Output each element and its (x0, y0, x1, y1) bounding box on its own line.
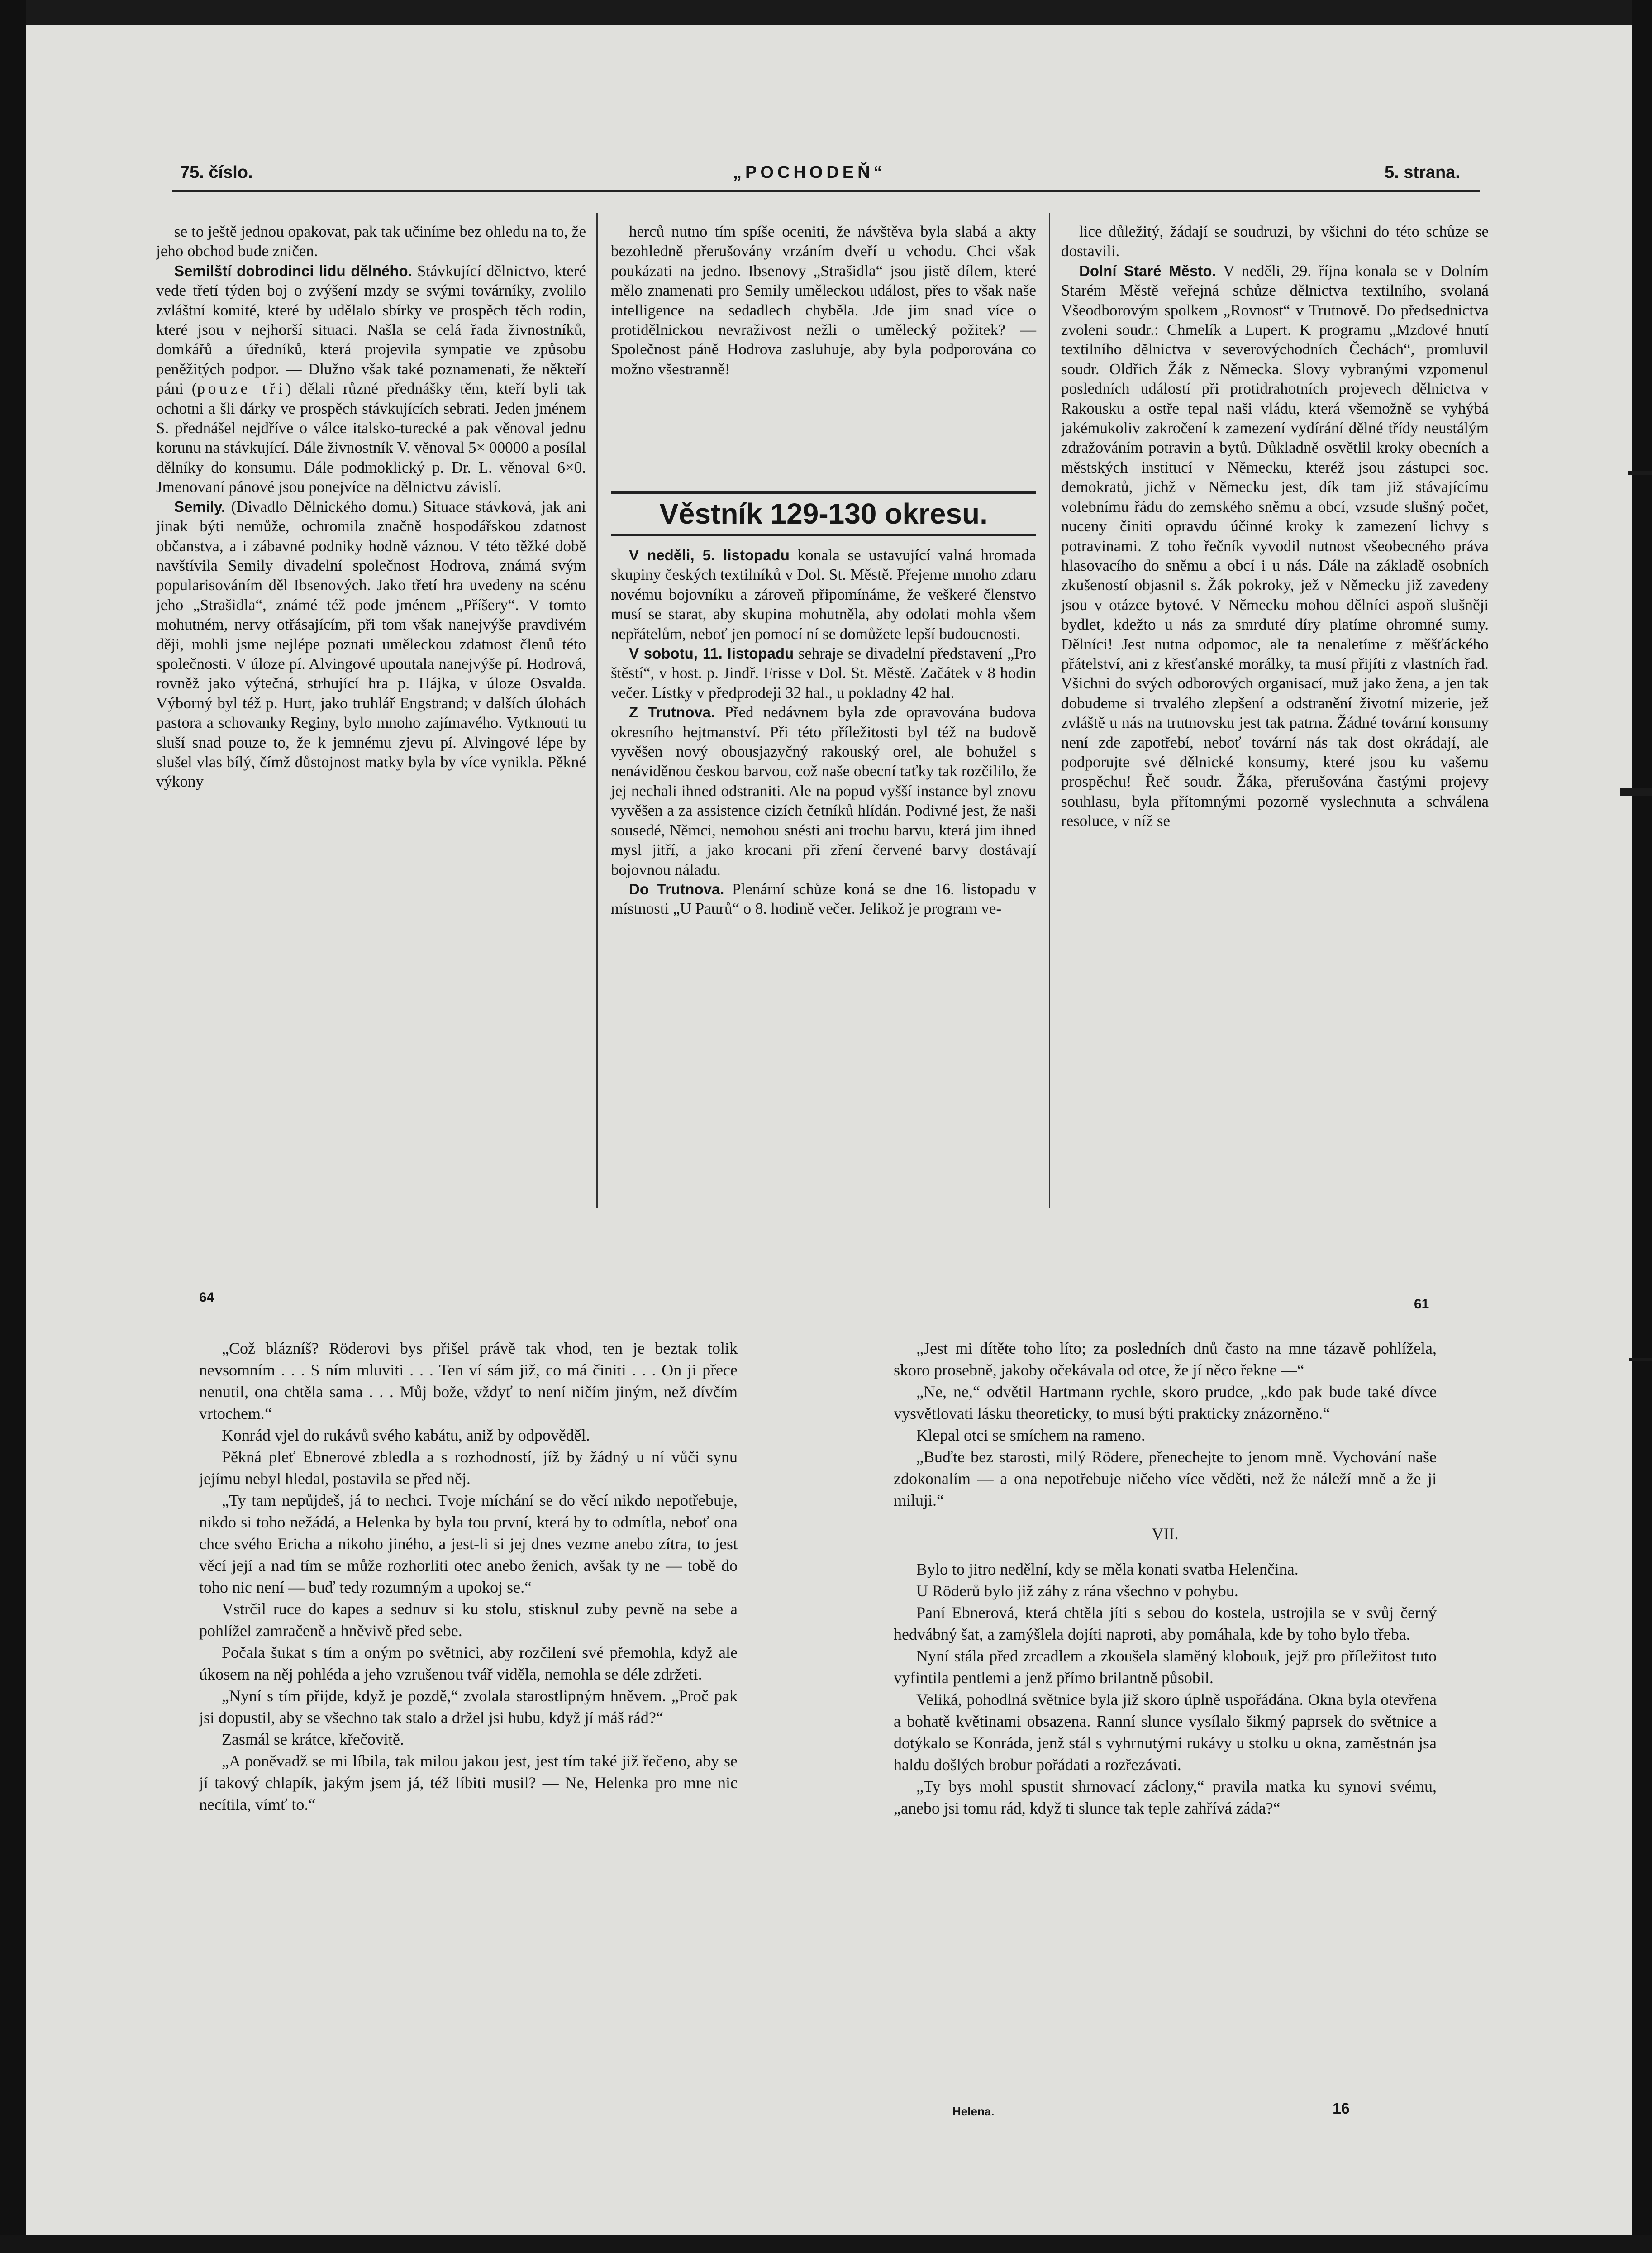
story-paragraph: „Ty bys mohl spustit shrnovací záclony,“ pravila matka ku synovi svému, „anebo jsi tomu rád, když ti slunce tak teple zahřívá záda?“ (894, 1777, 1437, 1817)
news-item (1061, 261, 1489, 831)
article-column-2 (611, 222, 1036, 379)
scan-margin-mark (1620, 788, 1652, 796)
section-heading-vestnik: Věstník 129-130 okresu. (611, 491, 1036, 536)
item-emphasis: pouze tři (197, 380, 286, 398)
story-paragraph: „Jest mi dítěte toho líto; za posledních dnů častо na mne tázavě pohlížela, skoro prosebně, jakoby očekávala od otce, že jí něco řekne —“ (894, 1339, 1437, 1379)
book-page-right-text (894, 1337, 1437, 1819)
scan-margin-mark (1628, 471, 1652, 475)
story-paragraph: Pěkná pleť Ebnerové zbledla a s rozhodností, jíž by žádný u ní vůči synu jejímu nebyl hledal, postavila se před něj. (199, 1448, 738, 1488)
book-footer-signature: 16 (1333, 2100, 1350, 2117)
article-column-2-lower (611, 545, 1036, 919)
item-text: konala se ustavující valná hromada skupiny českých textilníků v Dol. St. Městě. Přejeme mnoho zdaru novému bojovníku a zároveň připomínáme, že veškeré členstvo musí se starat, aby skupina mohutněla, aby odolati mohla všem nepřátelům, neboť jen pomocí ní se domůžete lepší budoucnosti. (611, 546, 1037, 643)
news-item (611, 545, 1036, 644)
item-text: V neděli, 29. října konala se v Dolním Starém Městě veřejná schůze dělnictva textilního, svolaná Všeodborovým spolkem „Rovnost“ v Trutnově. Do předsednictva zvoleni soudr.: Chmelík a Lupert. K programu „Mzdové hnutí textilního dělnictva v severovýchodních Čechách“, promluvil soudr. Oldřich Žák z Německa. Slovy vybranými vzpomenul posledních událostí při protidrahotních projevech dělnictva v Rakousku a ostře tepal naši vládu, která všemožně se vyhýbá jakémukoliv zakročení k zamezení vydírání dělné třídy neustálým zdražováním potravin a bytů. Důkladně osvětlil kroky obecních a městských institucí v Německu, kteréž jsou zástupci soc. demokratů, jichž v Německu jest, dík tam již stávajícímu volebnímu řádu do zemského sněmu a obcí, vzsude slušný počet, nuceny činiti opravdu účinné kroky k zamezení lichvy s potravinami. Z toho řečník vyvodil nutnost všeobecného práva hlasovacího do sněmu a obcí i u nás. Dále na základě osobních zkušeností objasnil s. Žák pokroky, jež v Německu již zavedeny jsou v otázce bytové. V Německu mohou dělníci aspoň slušněji bydlet, kdežto u nás za smrduté díry platíme ohromné sumy. Dělníci! Jest nutna odpomoc, ale ta nenaletíme z měšťáckého přátelství, ani z křesťanské morálky, ta musí přijíti z vlastních řad. Všichni do svých odborových organisací, muž jako žena, a jen tak dobudeme si trvalého zlepšení a odstranění životní mizerie, jež zvláště u nás na trutnovsku jest tak patrna. Žádné tovární konsumy není zde zapotřebí, neboť tovární nás tak dost okrádají, ale podporujte své dělnické konsumy, které jsou ku vašemu prospěchu! Řeč soudr. Žáka, přerušována častými projevy souhlasu, byla přítomnými pozorně vyslechnuta a schválena resoluce, v níž se (1061, 262, 1489, 830)
item-text: Stávkující dělnictvo, které vede třetí týden boj o zvýšení mzdy se svými továrníky, zvolilo zvláštní komité, které by udělalo sbírky ve prospěch těch rodin, které jsou v nejhorší situaci. Našla se celá řada živnostníků, domkářů a úředníků, která projevila sympatie ve způsobu peněžitých podpor. — Dlužno však také poznamenati, že někteří páni ( (156, 262, 586, 398)
scan-edge-top (0, 0, 1652, 25)
newspaper-title: „POCHODEŇ“ (733, 163, 886, 182)
issue-number: 75. číslo. (180, 163, 253, 182)
news-item (611, 879, 1036, 919)
scan-margin-mark (1629, 1358, 1652, 1361)
story-paragraph: Nyní stála před zrcadlem a zkoušela slaměný klobouk, jejž pro příležitost tuto vyfintila pentlemi a jenž přímo brilantně působil. (894, 1647, 1437, 1687)
story-paragraph: Bylo to jitro nedělní, kdy se měla konati svatba Helenčina. (916, 1560, 1299, 1578)
article-column-1 (156, 222, 586, 792)
item-text: (Divadlo Dělnického domu.) Situace stávková, jak ani jinak býti nemůže, ochromila značně hospodářskou zdatnost občanstva, a i zábavné podniky hodně váznou. V této těžké době navštívila Semily divadelní společnost Hodrova, známá svým popularisováním děl Ibsenových. Jako třetí hra uvedeny na scénu jeho „Strašidla“, známé též pode jménem „Příšery“. V tomto mohutném, nervy otřásajícím, při tom však nanejvýše pravdivém ději, mohli jsme nejlépe poznati uměleckou zdatnost členů této společnosti. V úloze pí. Alvingové upoutala nanejvýše pí. Hodrová, rovněž jako výtečná, strhující hra p. Hájka, v úloze Osvalda. Výborný byl též p. Hurt, jako truhlář Engstrand; v dalších úlohách pastora a schovanky Reginy, bylo mnoho zajímavého. Vytknouti tu sluší snad pouze to, že k jemnému zjevu pí. Alvingové lépe by slušel vlas bílý, čímž důstojnost matky byla by více vynikla. Pěkné výkony (156, 497, 586, 791)
chapter-heading: VII. (1152, 1525, 1179, 1543)
story-paragraph: „Buďte bez starosti, milý Rödere, přenechejte to jenom mně. Vychování naše zdokonalím — a ona nepotřebuje ničeho více věděti, než že náleží mně a že ji miluji.“ (894, 1448, 1437, 1509)
book-page-left-number: 64 (199, 1290, 214, 1305)
header-rule (172, 190, 1480, 192)
item-heading: Semily. (174, 498, 226, 515)
item-heading: Semilští dobrodinci lidu dělného. (174, 262, 412, 279)
news-paragraph: lice důležitý, žádají se soudruzi, by všichni do této schůze se dostavili. (1061, 223, 1489, 260)
story-paragraph: Konrád vjel do rukávů svého kabátu, aniž by odpověděl. (222, 1426, 590, 1444)
story-paragraph: Zasmál se krátce, křečovitě. (222, 1730, 404, 1748)
news-item (611, 644, 1036, 702)
story-paragraph: „Nyní s tím přijde, když je pozdě,“ zvolala starostlipným hněvem. „Proč pak jsi dopustil, aby se všechno tak stalo a držel jsi hubu, když jí máš rád?“ (199, 1687, 738, 1727)
story-paragraph: Počala šukat s tím a oným po světnici, aby rozčilení své přemohla, když ale úkosem na něj pohléda a jeho vzrušenou tvář viděla, nemohla se déle zdržeti. (199, 1643, 738, 1683)
item-text: sehraje se divadelní představení „Pro štěstí“, v host. p. Jindř. Frisse v Dol. St. Městě. Začátek v 8 hodin večer. Lístky v předprodeji 32 hal., u pokladny 42 hal. (611, 644, 1037, 702)
story-paragraph: Vstrčil ruce do kapes a sednuv si ku stolu, stisknul zuby pevně na sebe a pohlížel zamračeně a hněvivě před sebe. (199, 1600, 738, 1640)
item-heading: Z Trutnova. (629, 704, 715, 721)
article-column-3 (1061, 222, 1489, 831)
item-text: Před nedávnem byla zde opravována budova okresního hejtmanství. Při této příležitosti byl též na budově vyvěšen nový obousjazyčný rakouský orel, ale bohužel s nenáviděnou českou barvou, což naše obecní taťky tak rozčililo, že jej nechali ihned odstraniti. Ale na popud vyšší instance byl znovu vyvěšen a za assistence cizích četníků hlídán. Podivné jest, že naši sousedé, Němci, nemohou snésti ani trochu barvu, která jim ihned mysl jitří, a jako krocani při zření červené barvy dostávají bojovnou náladu. (611, 703, 1037, 878)
news-item (156, 261, 586, 497)
scan-edge-bottom (0, 2235, 1652, 2253)
story-paragraph: Klepal otci se smíchem na rameno. (916, 1426, 1145, 1444)
story-paragraph: Veliká, pohodlná světnice byla již skoro úplně uspořádána. Okna byla otevřena a bohatě květinami obsazena. Ranní slunce vysílalo šikmý paprsek do světnice a dotýkalo se Konráda, jenž stál s vyhrnutými rukávy u stolku u okna, zaměstnán jsa haldu došlých brobur pořádati a rozřezávati. (894, 1690, 1437, 1774)
news-item (611, 702, 1036, 879)
news-paragraph: herců nutno tím spíše oceniti, že návštěva byla slabá a akty bezohledně přerušovány vrzáním dveří u vchodu. Chci však poukázati na jedno. Ibsenovy „Strašidla“ jsou jistě dílem, které mělo znamenati pro Semily uměleckou událost, přes to však naše intelligence na sedadlech chyběla. Jde jim snad více o protidělnickou nevraživost nežli o umělecký požitek? — Společnost páně Hodrova zasluhuje, aby byla podporována co možno všestranně! (611, 223, 1036, 378)
story-paragraph: „Ne, ne,“ odvětil Hartmann rychle, skoro prudce, „kdo pak bude také dívce vysvětlovati lásku theoreticky, to musí býti prakticky znázorněno.“ (894, 1383, 1437, 1422)
item-heading: Dolní Staré Město. (1079, 262, 1216, 279)
item-heading: V sobotu, 11. listopadu (629, 645, 794, 662)
story-paragraph: Paní Ebnerová, která chtěla jíti s sebou do kostela, ustrojila se v svůj černý hedvábný šat, a zamýšlela dojíti naproti, aby pomáhala, kde by toho bylo třeba. (894, 1604, 1437, 1643)
column-divider (1049, 213, 1050, 1208)
column-divider (596, 213, 598, 1208)
item-heading: Do Trutnova. (629, 880, 724, 897)
news-paragraph: se to ještě jednou opakovat, pak tak učiníme bez ohledu na to, že jeho obchod bude zničen. (156, 223, 586, 260)
story-paragraph: „A poněvadž se mi líbila, tak milou jakou jest, jest tím také již řečeno, aby se jí takový chlapík, jakým jsem já, též líbiti musil? — Ne, Helenka pro mne nic necítila, vímť to.“ (199, 1752, 738, 1814)
item-heading: V neděli, 5. listopadu (629, 547, 790, 563)
story-paragraph: „Ty tam nepůjdeš, já to nechci. Tvoje míchání se do věcí nikdo nepotřebuje, nikdo si toho nežádá, a Helenka by byla tou první, která by to odmítla, neboť ona chce svého Ericha a nikoho jiného, a jest-li si jej dnes vezme anebo zítra, to jest věcí její a nad tím se může rozhorliti otec anebo ženich, avšak ty ne — tobě do toho nic není — buď tedy rozumným a upokoj se.“ (199, 1491, 738, 1596)
book-page-right-number: 61 (1414, 1297, 1429, 1312)
book-page-left-text (199, 1337, 738, 1815)
item-text: Plenární schůze koná se dne 16. listopadu v místnosti „U Paurů“ o 8. hodině večer. Jelikož je program ve- (611, 880, 1036, 918)
page-number: 5. strana. (1385, 163, 1460, 182)
story-paragraph: „Což blázníš? Röderovi bys přišel právě tak vhod, ten je beztak tolik nevsomním . . . S ním mluviti . . . Ten ví sám již, co má činiti . . . On ji přece nenutil, ona chtěla sama . . . Můj bože, vždyť to není ničím jiným, než dívčím vrtochem.“ (199, 1339, 738, 1422)
scan-edge-left (0, 0, 26, 2253)
item-text: ) dělali různé přednášky těm, kteří byli tak ochotni a šli dárky ve prospěch stávkujících sebrati. Jeden jménem S. přednášel nejdříve o válce italsko-turecké a pak věnoval jednu korunu na stávkující. Dále živnostník V. věnoval 5× 00000 a posílal dělníky do konsumu. Dále podmoklický p. Dr. L. věnoval 6×0. Jmenovaní pánové jsou ponejvíce na dělnictvu závislí. (156, 380, 586, 496)
story-paragraph: U Röderů bylo již záhy z rána všechno v pohybu. (916, 1582, 1238, 1600)
news-item (156, 497, 586, 792)
scan-edge-right (1632, 0, 1652, 2253)
book-footer-title: Helena. (952, 2105, 995, 2118)
